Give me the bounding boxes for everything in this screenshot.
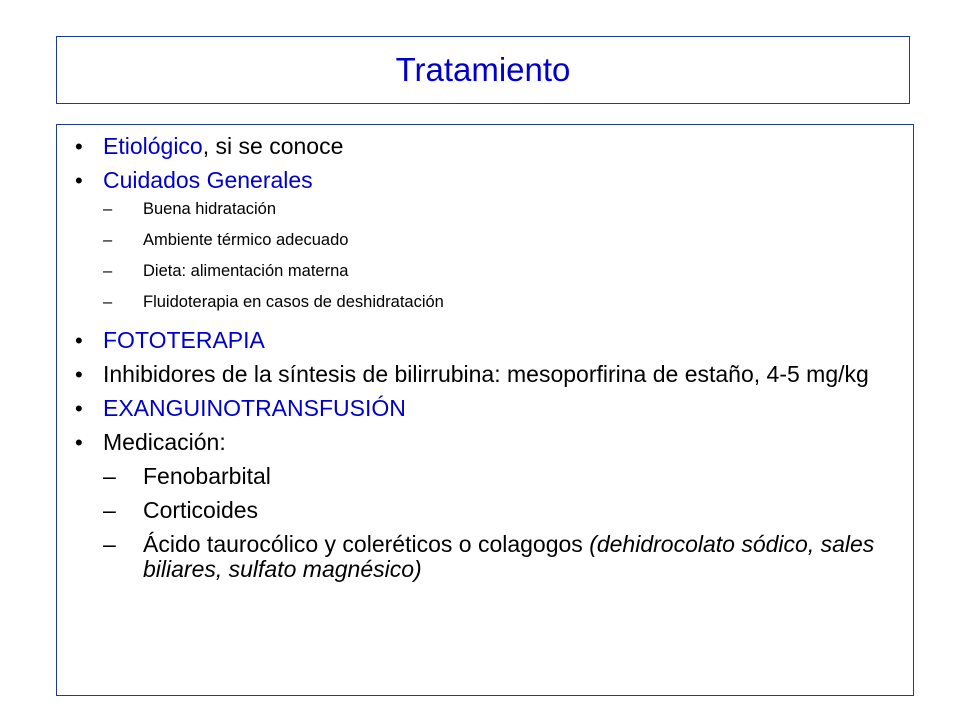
content-box — [56, 124, 914, 696]
sub-item-italic-text: (dehidrocolato sódico, sales biliares, sulfato magnésico) — [143, 531, 875, 582]
bullet-text: Inhibidores de la síntesis de bilirrubina: mesoporfirina de estaño, 4-5 mg/kg — [103, 361, 869, 387]
bullet-icon: • — [75, 168, 83, 193]
dash-icon: – — [103, 200, 113, 218]
bullet-text: FOTOTERAPIA — [103, 327, 265, 353]
bullet-item-etiologico — [75, 134, 899, 159]
bullet-icon: • — [75, 396, 83, 421]
sub-item — [103, 261, 899, 281]
dash-icon: – — [103, 531, 116, 557]
sub-list — [103, 464, 899, 582]
sub-item — [103, 199, 899, 219]
sub-item-text: Ambiente térmico adecuado — [143, 231, 349, 249]
slide-title: Tratamiento — [395, 51, 571, 88]
bullet-text: EXANGUINOTRANSFUSIÓN — [103, 395, 406, 421]
sub-item — [103, 292, 899, 312]
sub-item-text: Fenobarbital — [143, 463, 271, 489]
bullet-text: Cuidados Generales — [103, 167, 313, 193]
bullet-text: Medicación: — [103, 429, 226, 455]
dash-icon: – — [103, 262, 113, 280]
sub-item-text: Buena hidratación — [143, 200, 277, 218]
dash-icon: – — [103, 293, 113, 311]
sub-item — [103, 498, 899, 523]
sub-list — [103, 199, 899, 312]
bullet-item-exanguinotransfusion — [75, 396, 899, 421]
bullet-icon: • — [75, 134, 83, 159]
dash-icon: – — [103, 497, 116, 523]
dash-icon: – — [103, 231, 113, 249]
title-box — [56, 36, 910, 104]
bullet-icon: • — [75, 362, 83, 387]
sub-item-text: Fluidoterapia en casos de deshidratación — [143, 293, 444, 311]
bullet-icon: • — [75, 328, 83, 353]
bullet-item-cuidados — [75, 168, 899, 312]
sub-item — [103, 230, 899, 250]
sub-item-text: Corticoides — [143, 497, 259, 523]
bullet-item-fototerapia — [75, 328, 899, 353]
sub-item-text: Ácido taurocólico y coleréticos o colagogos — [143, 531, 590, 557]
bullet-list — [75, 134, 899, 582]
bullet-icon: • — [75, 430, 83, 455]
bullet-item-inhibidores — [75, 362, 899, 387]
bullet-text: , si se conoce — [202, 133, 344, 159]
sub-item — [103, 532, 899, 582]
bullet-item-medicacion — [75, 430, 899, 582]
sub-item-text: Dieta: alimentación materna — [143, 262, 349, 280]
bullet-highlight: Etiológico — [103, 133, 203, 159]
sub-item — [103, 464, 899, 489]
dash-icon: – — [103, 463, 116, 489]
